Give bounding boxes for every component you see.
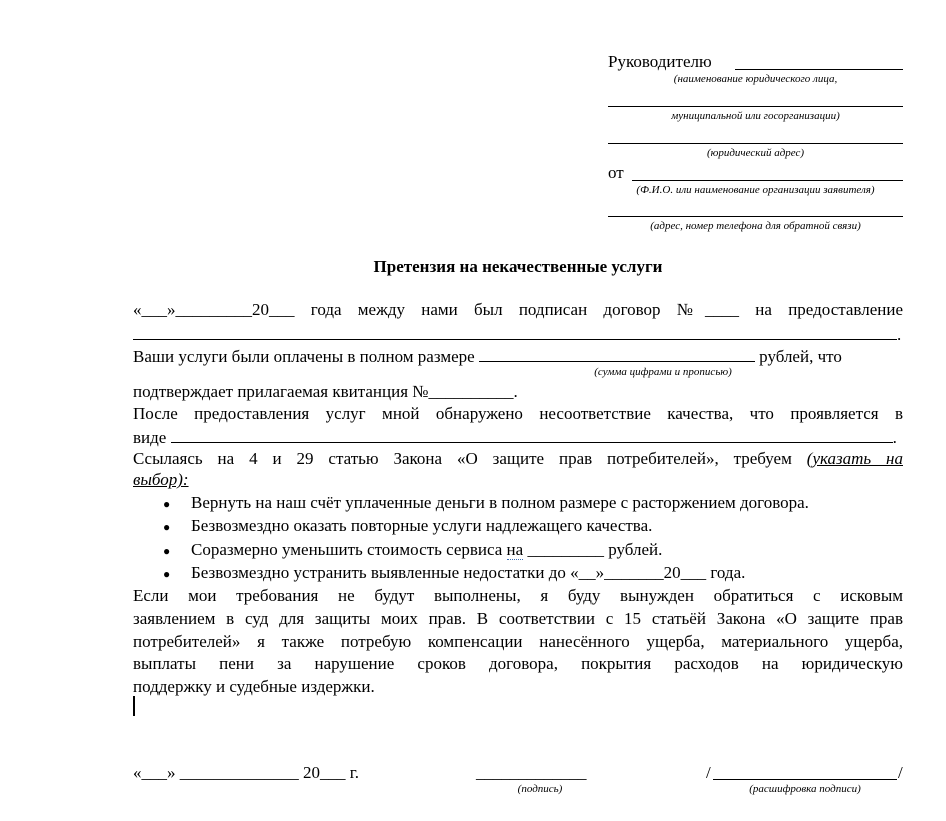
closing-line-4: выплаты пени за нарушение сроков договора, покрытия расходов на юридическую	[133, 654, 903, 673]
bullet-item-redo: Безвозмездно оказать повторные услуги надлежащего качества.	[191, 516, 653, 535]
body-line-6	[133, 427, 903, 448]
defect-blank[interactable]	[171, 427, 893, 443]
note-contacts: (адрес, номер телефона для обратной связи)	[650, 220, 861, 232]
sign-date[interactable]: «___» ______________ 20___ г.	[133, 763, 360, 782]
view-text: виде	[133, 428, 167, 447]
address-line[interactable]	[608, 143, 903, 144]
from-label: от	[608, 163, 624, 182]
sum-blank[interactable]	[479, 346, 755, 362]
decode-line[interactable]	[713, 779, 897, 780]
bullet-icon: ●	[163, 544, 171, 558]
slash-close: /	[898, 763, 903, 782]
body-line-5: После предоставления услуг мной обнаружено несоответствие качества, что проявляется в	[133, 404, 903, 423]
bullet-item-fix: Безвозмездно устранить выявленные недостатки до «__»_______20___ года.	[191, 563, 746, 582]
reduce-amount[interactable]: _________ рублей.	[527, 540, 663, 559]
closing-line-1: Если мои требования не будут выполнены, я буду вынужден обратиться с исковым	[133, 586, 903, 605]
sign-line[interactable]: _____________	[476, 763, 587, 782]
body-line-4: подтверждает прилагаемая квитанция №__________.	[133, 382, 518, 401]
contract-date[interactable]: «___»_________20___	[133, 300, 295, 319]
bullet-icon: ●	[163, 497, 171, 511]
slash-open: /	[706, 763, 711, 782]
rubles-text: рублей, что	[759, 347, 842, 366]
note-address: (юридический адрес)	[706, 147, 805, 159]
note-org2: муниципальной или госорганизации)	[671, 110, 840, 122]
note-applicant: (Ф.И.О. или наименование организации заявителя)	[636, 184, 875, 196]
org-line-2[interactable]	[608, 106, 903, 107]
paid-text: Ваши услуги были оплачены в полном размере	[133, 347, 475, 366]
addressee-label: Руководителю	[608, 52, 712, 71]
body-line-2	[133, 324, 903, 345]
bullet-icon: ●	[163, 567, 171, 581]
line-end-dot-2: .	[892, 428, 897, 447]
closing-line-3: потребителей» я также потребую компенсации нанесённого ущерба, материального ущерба,	[133, 632, 903, 651]
law-text: Ссылаясь на 4 и 29 статью Закона «О защите прав потребителей», требуем	[133, 449, 792, 468]
closing-line-5: поддержку и судебные издержки.	[133, 677, 375, 696]
applicant-line[interactable]	[632, 180, 903, 181]
body-line-3	[133, 346, 903, 367]
closing-line-2: заявлением в суд для защиты моих прав. В соответствии с 15 статьёй Закона «О защите прав	[133, 609, 903, 628]
note-sum: (сумма цифрами и прописью)	[594, 366, 732, 378]
text-cursor[interactable]	[133, 696, 135, 716]
body-line-8	[133, 470, 903, 490]
note-decode: (расшифровка подписи)	[749, 783, 861, 795]
contacts-line[interactable]	[608, 216, 903, 217]
reduce-preposition: на	[506, 540, 524, 559]
addressee-line[interactable]	[735, 69, 903, 70]
bullet-item-refund: Вернуть на наш счёт уплаченные деньги в полном размере с расторжением договора.	[191, 493, 809, 512]
bullet-item-reduce	[191, 540, 662, 560]
bullet-icon: ●	[163, 520, 171, 534]
choice-hint: (указать на	[806, 449, 903, 468]
line-end-dot: .	[897, 325, 902, 344]
contract-text: года между нами был подписан договор №____ на предоставление	[310, 300, 903, 319]
body-line-1	[133, 300, 903, 320]
service-blank[interactable]	[133, 324, 897, 340]
reduce-text: Соразмерно уменьшить стоимость сервиса	[191, 540, 503, 559]
body-line-7	[133, 449, 903, 469]
document-title: Претензия на некачественные услуги	[373, 257, 663, 276]
note-sign: (подпись)	[517, 783, 563, 795]
note-org: (наименование юридического лица,	[673, 73, 838, 85]
choice-hint-2: выбор):	[133, 470, 189, 489]
